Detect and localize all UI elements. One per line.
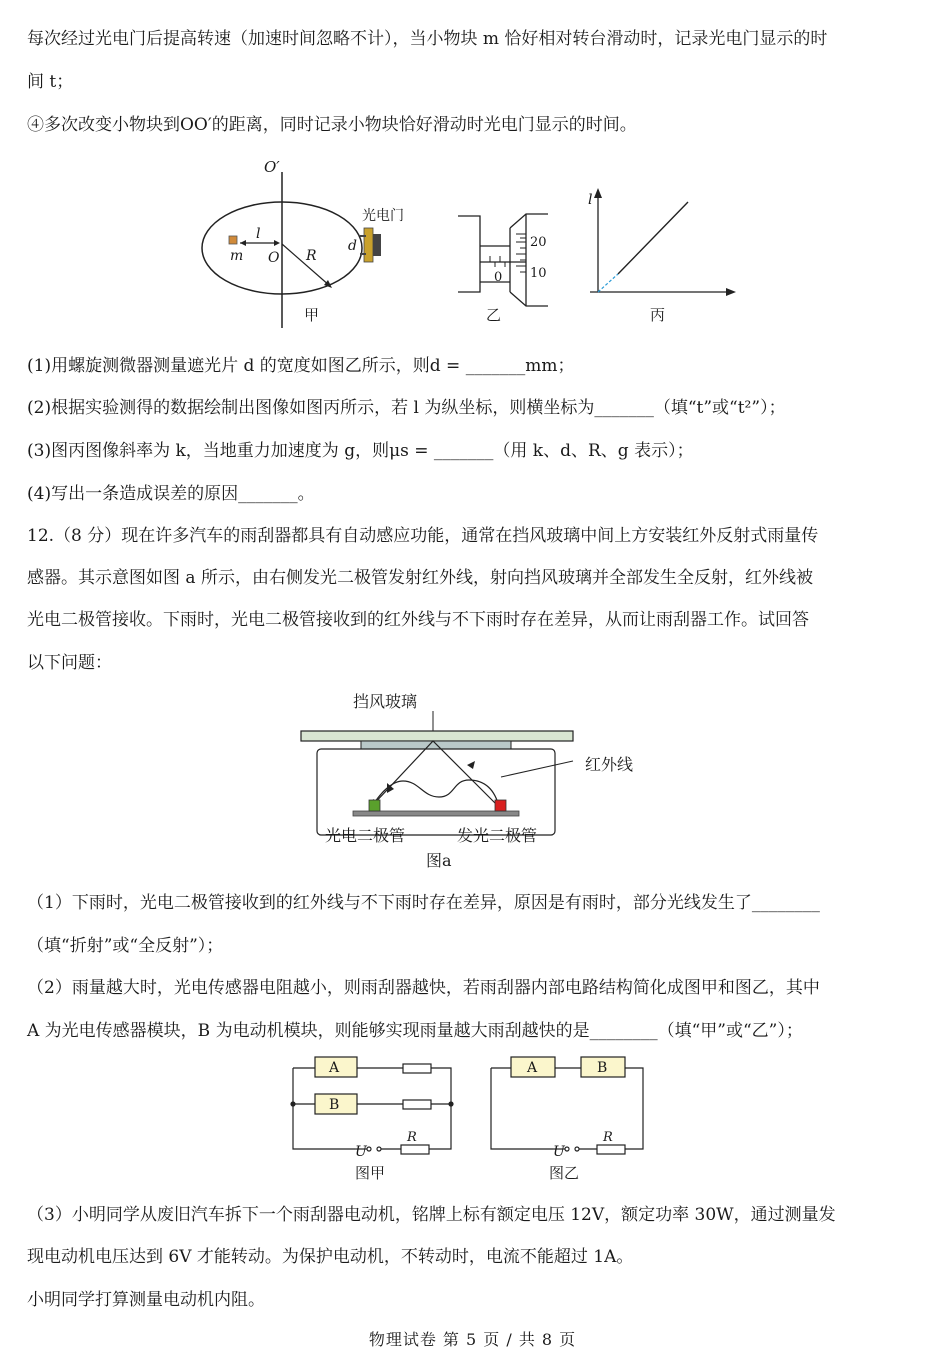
- subquestion-1-line-1: （1）下雨时，光电二极管接收到的红外线与不下雨时存在差异，原因是有雨时，部分光线发生了________: [27, 893, 820, 913]
- text-step-4: ④多次改变小物块到OO′的距离，同时记录小物块恰好滑动时光电门显示的时间。: [27, 115, 637, 135]
- circuit-jia-a: A: [329, 1060, 340, 1076]
- page-footer: 物理试卷 第 5 页 / 共 8 页: [368, 1330, 577, 1349]
- caption-yi: 乙: [486, 306, 502, 324]
- label-o-prime: O′: [264, 158, 280, 176]
- question-3: (3)图丙图像斜率为 k，当地重力加速度为 g，则μs = _______（用 k、d、R、g 表示）；: [27, 441, 694, 461]
- circuit-yi-b: B: [597, 1060, 608, 1076]
- receiver-diode-icon: [369, 800, 380, 811]
- axis-label-l: l: [588, 192, 593, 208]
- text-line-2: 间 t；: [27, 72, 74, 92]
- emitter-diode-icon: [495, 800, 506, 811]
- label-receiver-diode: 光电二极管: [325, 826, 406, 845]
- circuit-yi-r: R: [603, 1130, 613, 1145]
- caption-jia: 甲: [304, 306, 320, 324]
- data-line: [618, 202, 688, 274]
- text-line-1: 每次经过光电门后提高转速（加速时间忽略不计），当小物块 m 恰好相对转台滑动时，记录光电门显示的时: [27, 29, 828, 49]
- photogate-icon: [364, 228, 373, 262]
- caption-circuit-yi: 图乙: [549, 1164, 580, 1182]
- question-4: (4)写出一条造成误差的原因_______。: [27, 484, 315, 504]
- figure-rotating-table: [190, 150, 750, 330]
- label-infrared: 红外线: [585, 755, 634, 774]
- label-o: O: [268, 250, 280, 266]
- scale-0: 0: [494, 270, 503, 285]
- circuit-jia-u: U: [355, 1144, 367, 1160]
- label-photogate: 光电门: [362, 208, 404, 224]
- subquestion-3-line-1: （3）小明同学从废旧汽车拆下一个雨刮器电动机，铭牌上标有额定电压 12V，额定功率 30W，通过测量发: [27, 1205, 836, 1225]
- diagram-yi-micrometer: [458, 214, 548, 324]
- problem-12-line-2: 感器。其示意图如图 a 所示，由右侧发光二极管发射红外线，射向挡风玻璃并全部发生全反射，红外线被: [27, 568, 813, 588]
- label-r: R: [306, 248, 317, 264]
- caption-figure-a: 图a: [426, 851, 452, 870]
- circuit-jia-r: R: [407, 1130, 417, 1145]
- label-l: l: [256, 226, 261, 242]
- question-1: (1)用螺旋测微器测量遮光片 d 的宽度如图乙所示，则d = _______mm；: [27, 356, 575, 376]
- scale-20: 20: [530, 235, 547, 250]
- subquestion-3-line-3: 小明同学打算测量电动机内阻。: [27, 1290, 265, 1310]
- label-m: m: [230, 248, 244, 264]
- subquestion-3-line-2: 现电动机电压达到 6V 才能转动。为保护电动机，不转动时，电流不能超过 1A。: [27, 1247, 634, 1267]
- subquestion-2-line-1: （2）雨量越大时，光电传感器电阻越小，则雨刮器越快，若雨刮器内部电路结构简化成图甲和图乙，其中: [27, 978, 820, 998]
- windshield-glass: [301, 731, 573, 741]
- caption-circuit-jia: 图甲: [355, 1164, 386, 1182]
- subquestion-2-line-2: A 为光电传感器模块，B 为电动机模块，则能够实现雨量越大雨刮越快的是________（填“甲”或“乙”）；: [27, 1021, 803, 1041]
- label-d: d: [348, 238, 357, 254]
- circuit-yi: [491, 1057, 643, 1154]
- figure-rain-sensor: [295, 685, 655, 875]
- circuit-jia: [291, 1057, 453, 1154]
- diagram-bing-graph: [588, 188, 736, 324]
- scale-10: 10: [530, 266, 547, 281]
- circuit-yi-u: U: [553, 1144, 565, 1160]
- problem-12-line-3: 光电二极管接收。下雨时，光电二极管接收到的红外线与不下雨时存在差异，从而让雨刮器工作。试回答: [27, 610, 809, 630]
- problem-12-line-1: 12.（8 分）现在许多汽车的雨刮器都具有自动感应功能，通常在挡风玻璃中间上方安装红外反射式雨量传: [27, 526, 819, 546]
- question-2: (2)根据实验测得的数据绘制出图像如图丙所示，若 l 为纵坐标，则横坐标为_______（填“t”或“t²”）；: [27, 398, 786, 418]
- diagram-jia: [202, 158, 404, 328]
- label-emitter-diode: 发光二极管: [457, 826, 538, 845]
- label-windshield: 挡风玻璃: [353, 692, 418, 711]
- caption-bing: 丙: [650, 306, 666, 324]
- block-m: [229, 236, 237, 244]
- figure-circuits: [285, 1052, 665, 1182]
- problem-12-line-4: 以下问题：: [27, 653, 112, 673]
- circuit-yi-a: A: [527, 1060, 538, 1076]
- circuit-jia-b: B: [329, 1097, 340, 1113]
- subquestion-1-line-2: （填“折射”或“全反射”）；: [27, 936, 224, 956]
